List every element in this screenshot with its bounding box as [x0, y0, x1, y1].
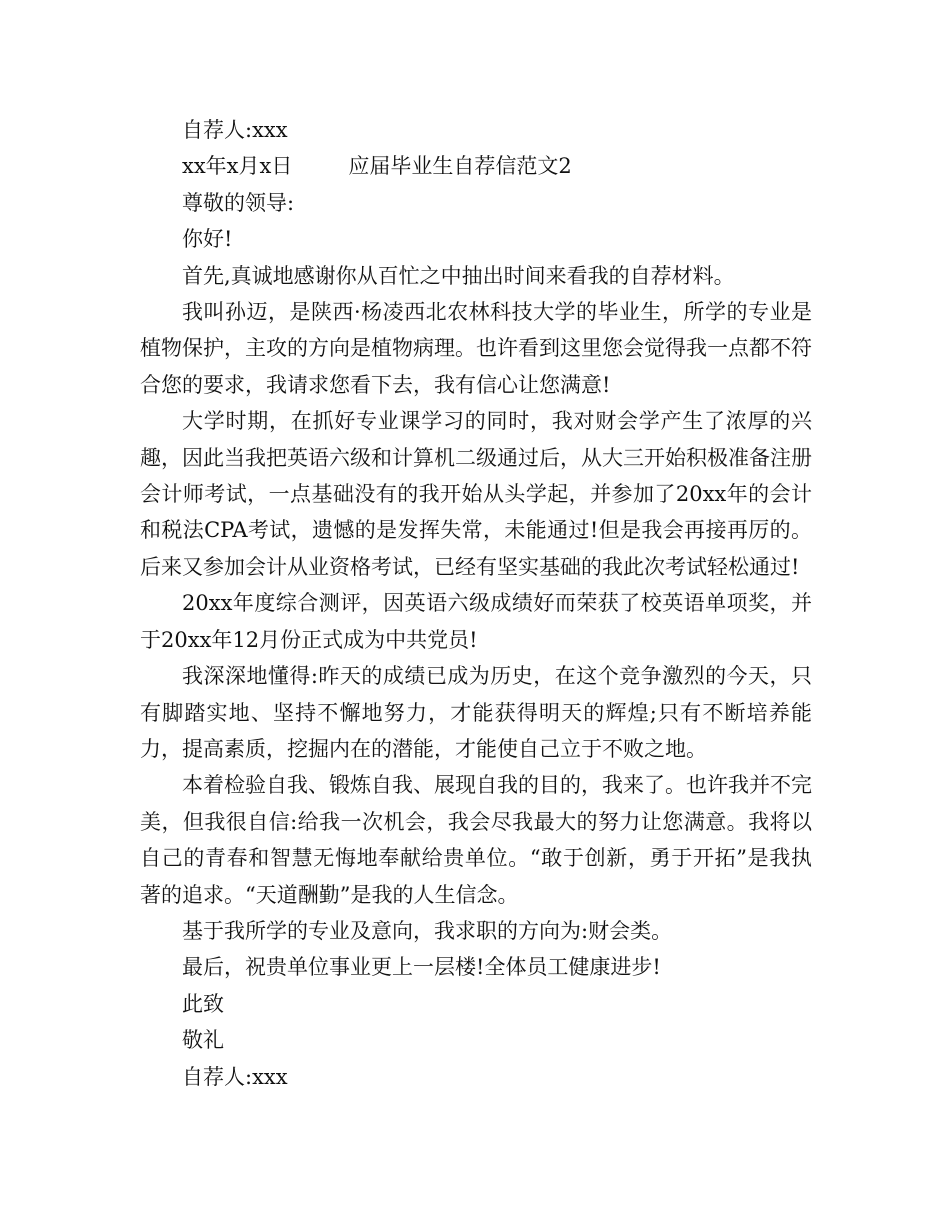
salutation-line: 尊敬的领导:	[182, 190, 295, 215]
date-title-line	[140, 148, 812, 184]
paragraph: 首先,真诚地感谢你从百忙之中抽出时间来看我的自荐材料。	[182, 263, 735, 288]
greeting-line: 你好!	[182, 227, 233, 252]
paragraph: 20xx年度综合测评，因英语六级成绩好而荣获了校英语单项奖，并于20xx年12月份正式成为中共党员!	[140, 591, 812, 652]
date-text: xx年x月x日	[182, 154, 293, 179]
paragraph: 我深深地懂得:昨天的成绩已成为历史，在这个竞争激烈的今天，只有脚踏实地、坚持不懈地努力，才能获得明天的辉煌;只有不断培养能力，提高素质，挖掘内在的潜能，才能使自己立于不败之地。	[140, 664, 812, 761]
signoff-line-1: 此致	[182, 991, 224, 1016]
signer-line-bottom: 自荐人:xxx	[182, 1064, 288, 1089]
letter-body	[140, 112, 812, 1095]
paragraph: 我叫孙迈，是陕西·杨凌西北农林科技大学的毕业生，所学的专业是植物保护，主攻的方向是植物病理。也许看到这里您会觉得我一点都不符合您的要求，我请求您看下去，我有信心让您满意!	[140, 300, 812, 397]
signoff-line-2: 敬礼	[182, 1028, 224, 1053]
paragraph: 基于我所学的专业及意向，我求职的方向为:财会类。	[182, 918, 673, 943]
signer-line-top: 自荐人:xxx	[182, 118, 288, 142]
letter-title: 应届毕业生自荐信范文2	[348, 154, 572, 179]
paragraph: 大学时期，在抓好专业课学习的同时，我对财会学产生了浓厚的兴趣，因此当我把英语六级和计算机二级通过后，从大三开始积极准备注册会计师考试，一点基础没有的我开始从头学起，并参加了20xx年的会计和税法CPA考试，遗憾的是发挥失常，未能通过!但是我会再接再厉的。后来又参加会计从业资格考试，已经有坚实基础的我此次考试轻松通过!	[140, 409, 812, 579]
paragraph: 最后，祝贵单位事业更上一层楼!全体员工健康进步!	[182, 955, 661, 980]
paragraph: 本着检验自我、锻炼自我、展现自我的目的，我来了。也许我并不完美，但我很自信:给我一次机会，我会尽我最大的努力让您满意。我将以自己的青春和智慧无悔地奉献给贵单位。“敢于创新，勇于开拓”是我执著的追求。“天道酬勤”是我的人生信念。	[140, 773, 812, 907]
